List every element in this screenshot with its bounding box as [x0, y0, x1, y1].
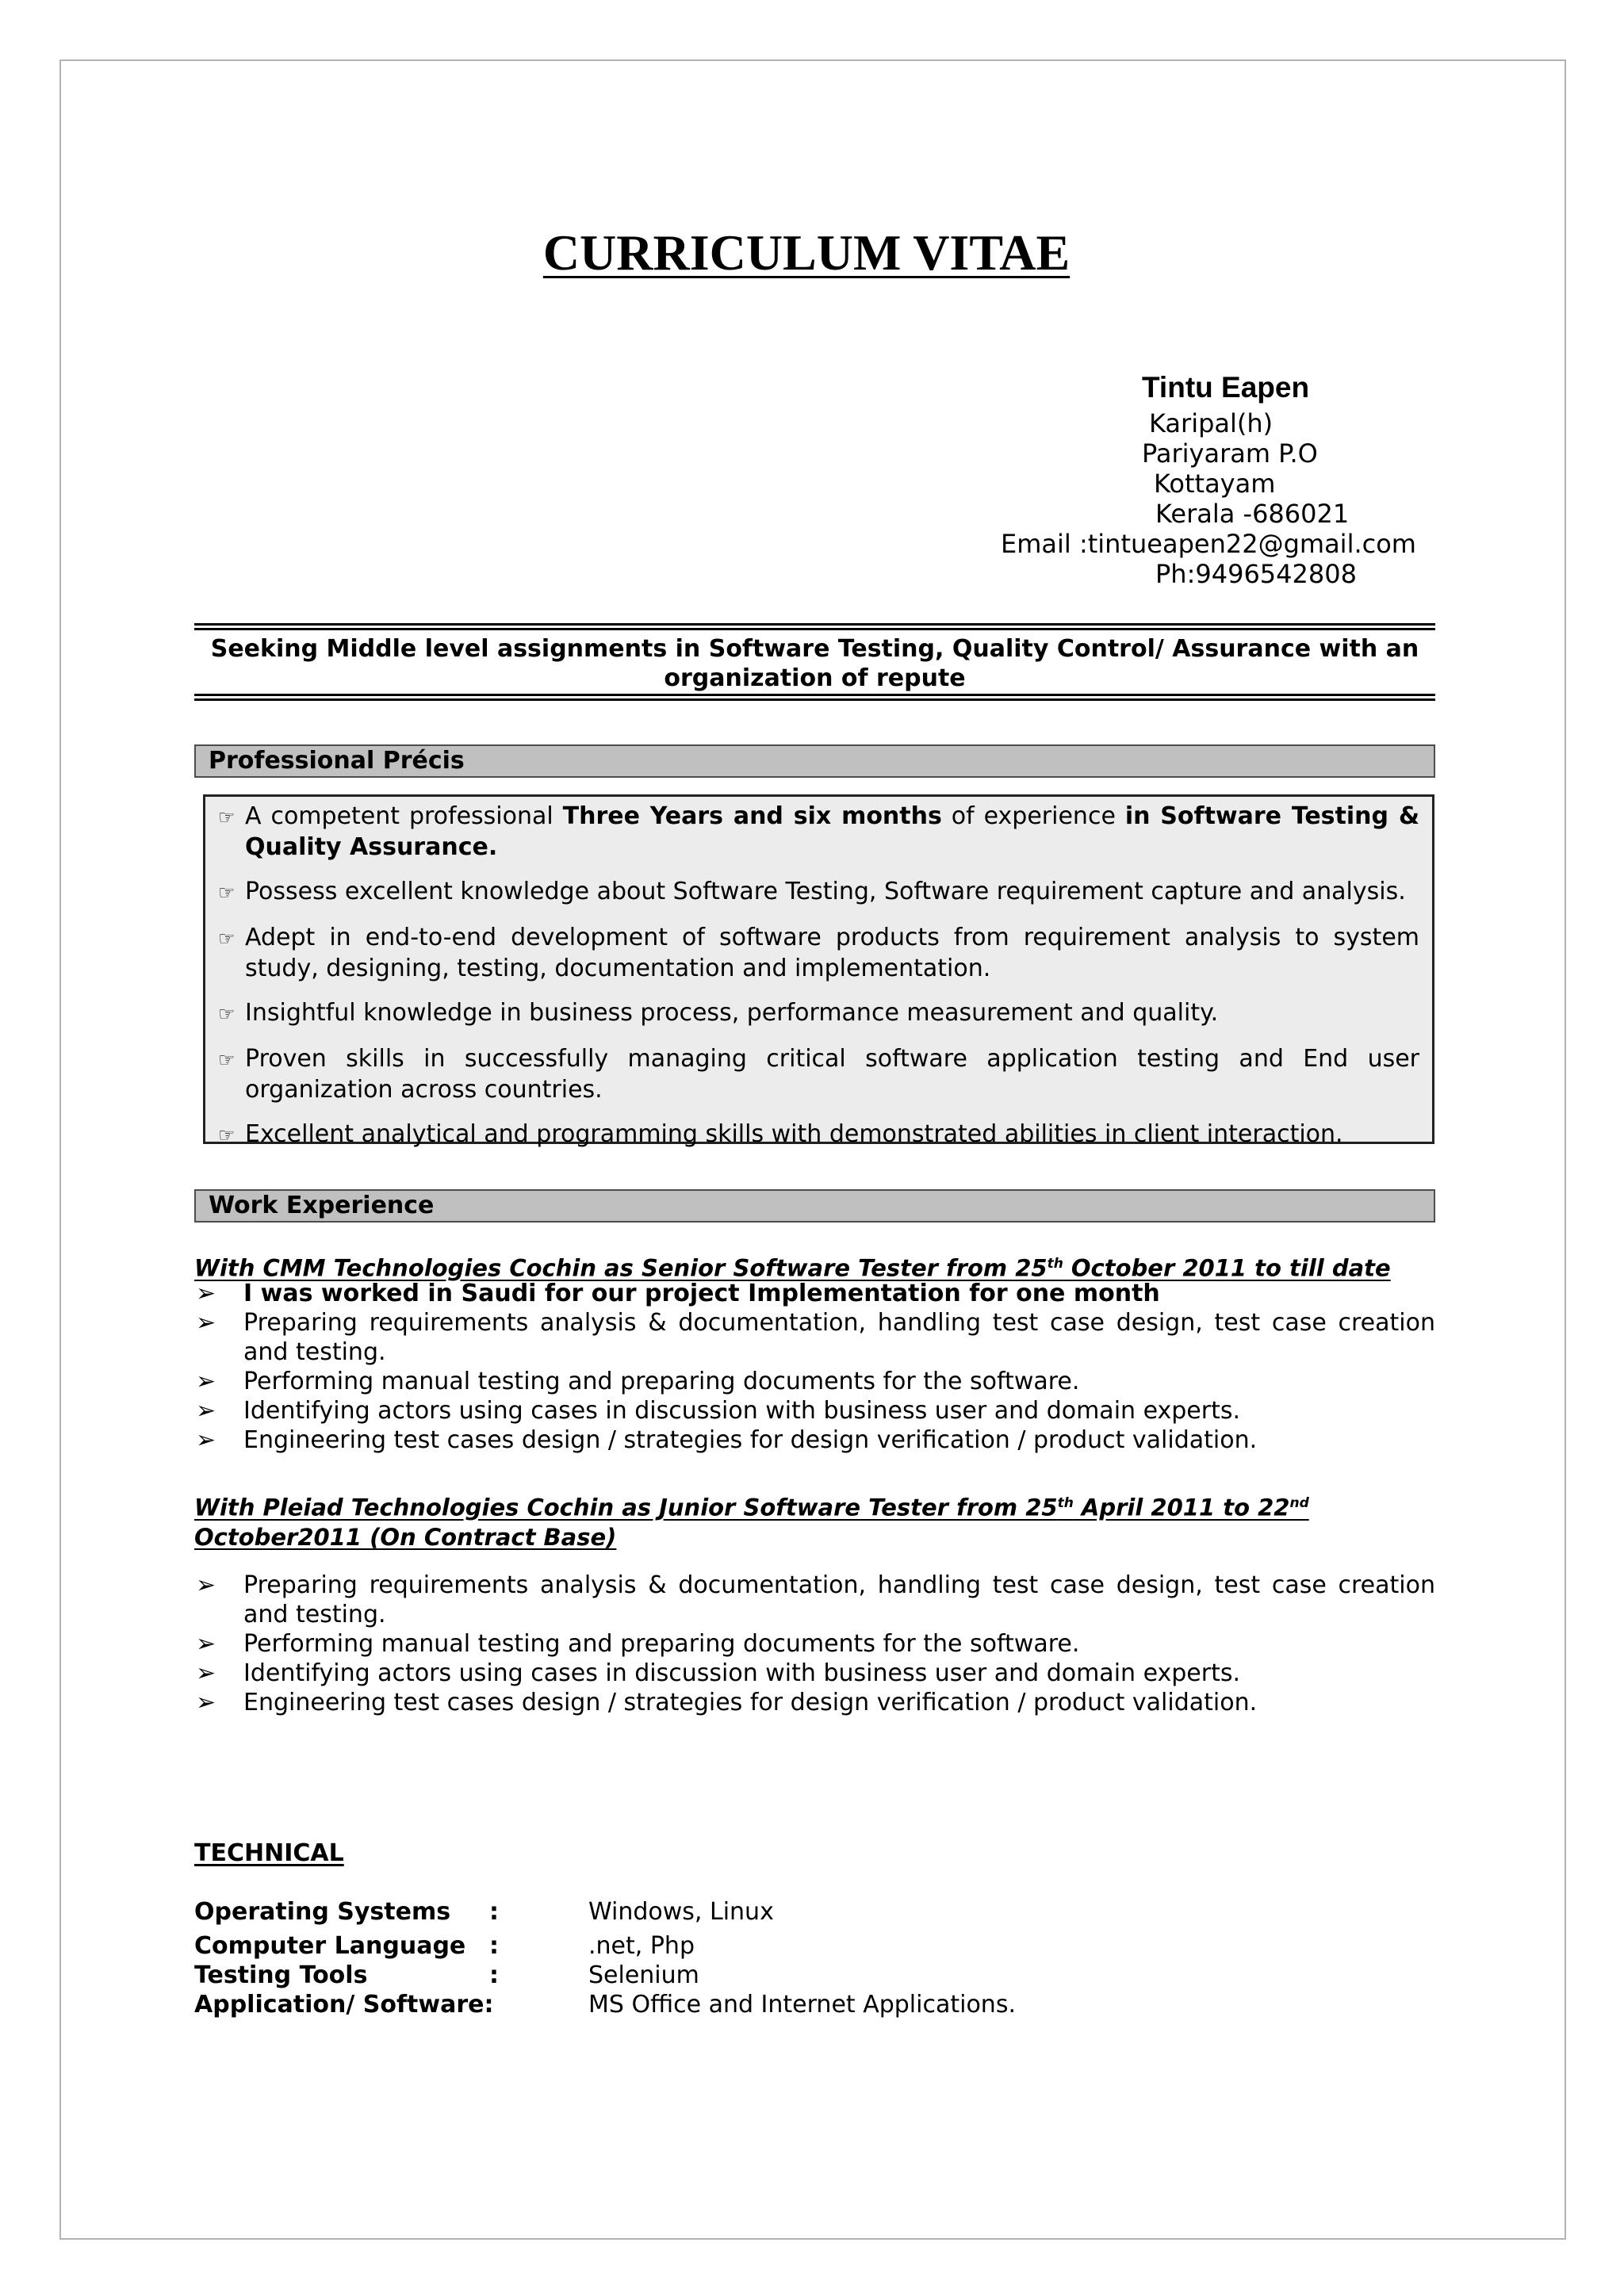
pointing-hand-icon: ☞ — [218, 928, 236, 950]
section-heading-work-experience: Work Experience — [194, 1189, 1435, 1223]
list-item: ➢ Engineering test cases design / strategies for design verification / product validation. — [196, 1689, 1258, 1716]
precis-item: ☞ Possess excellent knowledge about Software Testing, Software requirement capture and analysis. — [218, 877, 1419, 908]
arrow-bullet-icon: ➢ — [196, 1426, 216, 1454]
precis-box — [203, 794, 1434, 1148]
job-cmm-bullets — [194, 1279, 1435, 1455]
objective-bottom-rule — [194, 694, 1435, 701]
contact-address-line3: Kottayam — [1154, 469, 1276, 499]
list-item: ➢ I was worked in Saudi for our project Implementation for one month — [196, 1280, 1160, 1307]
job-heading-pleiad: With Pleiad Technologies Cochin as Junior Software Tester from 25th April 2011 to 22nd October2011 (On Contract Base) — [194, 1494, 1309, 1551]
contact-phone: Ph:9496542808 — [1155, 559, 1357, 589]
section-heading-technical: TECHNICAL — [194, 1839, 344, 1867]
arrow-bullet-icon: ➢ — [196, 1309, 216, 1337]
precis-item: ☞ Proven skills in successfully managing critical software application testing and End user organization across countries. — [218, 1045, 1419, 1104]
precis-item: ☞ Adept in end-to-end development of software products from requirement analysis to system study, designing, testing, documentation and implementation. — [218, 924, 1419, 982]
list-item: ➢ Preparing requirements analysis & documentation, handling test case design, test case creation and testing. — [196, 1571, 1435, 1628]
contact-name: Tintu Eapen — [1142, 371, 1310, 404]
list-item: ➢ Engineering test cases design / strategies for design verification / product validation. — [196, 1426, 1258, 1454]
arrow-bullet-icon: ➢ — [196, 1280, 216, 1307]
precis-item: ☞ Insightful knowledge in business process, performance measurement and quality. — [218, 998, 1419, 1029]
section-heading-precis: Professional Précis — [194, 744, 1435, 778]
arrow-bullet-icon: ➢ — [196, 1689, 216, 1716]
contact-email: Email :tintueapen22@gmail.com — [1001, 529, 1416, 559]
precis-item: ☞ A competent professional Three Years and six months of experience in Software Testing & Quality Assurance. — [218, 802, 1419, 861]
pointing-hand-icon: ☞ — [218, 1003, 236, 1025]
arrow-bullet-icon: ➢ — [196, 1397, 216, 1425]
pointing-hand-icon: ☞ — [218, 882, 236, 904]
pointing-hand-icon: ☞ — [218, 806, 236, 828]
contact-address-line1: Karipal(h) — [1149, 408, 1274, 438]
list-item: ➢ Performing manual testing and preparing documents for the software. — [196, 1630, 1080, 1658]
job-heading-cmm: With CMM Technologies Cochin as Senior Software Tester from 25th October 2011 to till date — [194, 1254, 1391, 1282]
precis-item: ☞ Excellent analytical and programming skills with demonstrated abilities in client interaction. — [218, 1119, 1419, 1150]
career-objective: Seeking Middle level assignments in Software Testing, Quality Control/ Assurance with an organization of repute — [210, 635, 1419, 692]
contact-address-line2: Pariyaram P.O — [1142, 438, 1318, 469]
arrow-bullet-icon: ➢ — [196, 1659, 216, 1687]
list-item: ➢ Identifying actors using cases in discussion with business user and domain experts. — [196, 1659, 1241, 1687]
arrow-bullet-icon: ➢ — [196, 1630, 216, 1658]
pointing-hand-icon: ☞ — [218, 1124, 236, 1146]
pointing-hand-icon: ☞ — [218, 1049, 236, 1071]
job-pleiad-bullets — [194, 1571, 1435, 1717]
list-item: ➢ Identifying actors using cases in discussion with business user and domain experts. — [196, 1397, 1241, 1425]
list-item: ➢ Preparing requirements analysis & documentation, handling test case design, test case creation and testing. — [196, 1309, 1435, 1366]
page-title: CURRICULUM VITAE — [542, 224, 1071, 281]
list-item: ➢ Performing manual testing and preparing documents for the software. — [196, 1368, 1080, 1395]
contact-address-line4: Kerala -686021 — [1155, 499, 1350, 529]
arrow-bullet-icon: ➢ — [196, 1368, 216, 1395]
arrow-bullet-icon: ➢ — [196, 1571, 216, 1599]
objective-top-rule — [194, 623, 1435, 630]
